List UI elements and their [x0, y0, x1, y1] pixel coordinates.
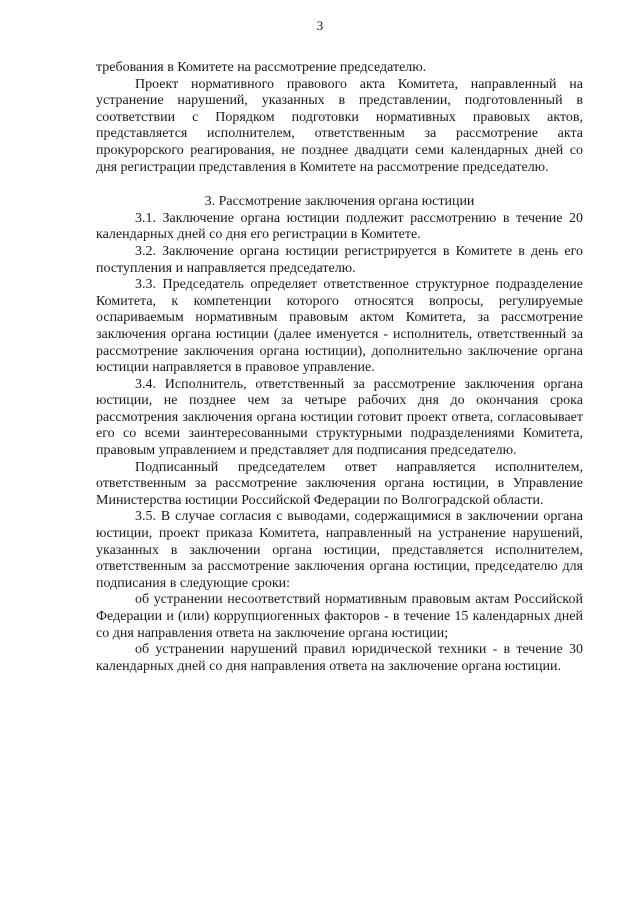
paragraph-3-1: 3.1. Заключение органа юстиции подлежит рассмотрению в течение 20 календарных дней со дня его регистрации в Комитете. — [96, 210, 583, 243]
paragraph-signed-answer: Подписанный председателем ответ направляется исполнителем, ответственным за рассмотрение заключения органа юстиции, в Управление Министерства юстиции Российской Федерации по Волгоградской области. — [96, 459, 583, 508]
paragraph-3-2: 3.2. Заключение органа юстиции регистрируется в Комитете в день его поступления и направляется председателю. — [96, 243, 583, 276]
paragraph-3-5: 3.5. В случае согласия с выводами, содержащимися в заключении органа юстиции, проект приказа Комитета, направленный на устранение нарушений, указанных в заключении органа юстиции, представляется исполнителем, ответственным за рассмотрение заключения органа юстиции, председателю для подписания в следующие сроки: — [96, 509, 583, 591]
list-item-deadline-15-days: об устранении несоответствий нормативным правовым актам Российской Федерации и (или) коррупциогенных факторов - в течение 15 календарных дней со дня направления ответа на заключение органа юстиции; — [96, 592, 583, 641]
list-item-deadline-30-days: об устранении нарушений правил юридической техники - в течение 30 календарных дней со дня направления ответа на заключение органа юстиции. — [96, 642, 583, 674]
section-heading: 3. Рассмотрение заключения органа юстиции — [204, 194, 475, 210]
paragraph-continuation: требования в Комитете на рассмотрение председателю. — [96, 60, 427, 75]
page-number: 3 — [316, 18, 324, 33]
document-body — [96, 60, 583, 675]
paragraph-project: Проект нормативного правового акта Комитета, направленный на устранение нарушений, указанных в представлении, подготовленный в соответствии с Порядком подготовки нормативных правовых актов, представляется исполнителем, ответственным за рассмотрение акта прокурорского реагирования, не позднее двадцати семи календарных дней со дня регистрации представления в Комитете на рассмотрение председателю. — [96, 76, 583, 175]
paragraph-3-3: 3.3. Председатель определяет ответственное структурное подразделение Комитета, к компетенции которого относятся вопросы, регулируемые оспариваемым нормативным правовым актом Комитета, за рассмотрение заключения органа юстиции (далее именуется - исполнитель, ответственный за рассмотрение заключения органа юстиции), дополнительно заключение органа юстиции направляется в правовое управление. — [96, 277, 583, 376]
paragraph-3-4: 3.4. Исполнитель, ответственный за рассмотрение заключения органа юстиции, не позднее чем за четыре рабочих дня до окончания срока рассмотрения заключения органа юстиции готовит проект ответа, согласовывает его со всеми заинтересованными структурными подразделениями Комитета, правовым управлением и представляет для подписания председателю. — [96, 376, 583, 459]
